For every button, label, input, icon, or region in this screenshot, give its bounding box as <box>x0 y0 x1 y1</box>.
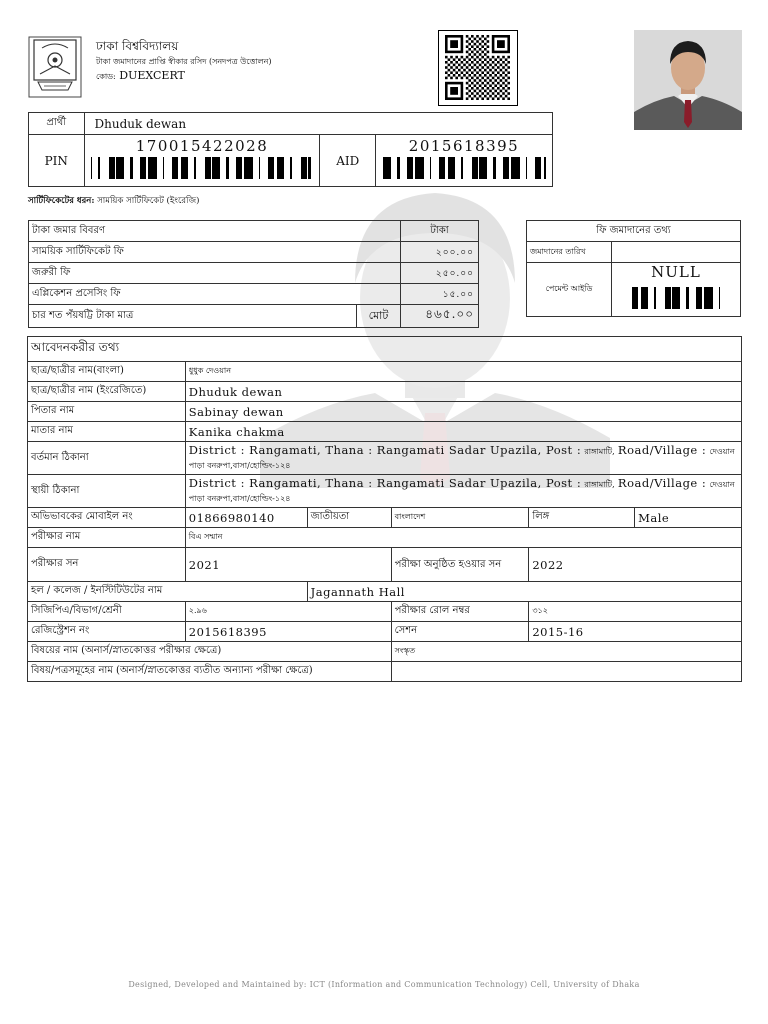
name-en-value: Dhuduk dewan <box>185 382 741 402</box>
row-label: বিষয়/পত্রসমূহের নাম (অনার্স/স্নাতকোত্তর ব্যতীত অন্যান্য পরীক্ষা ক্ষেত্রে) <box>28 662 392 682</box>
held-year-value: 2022 <box>529 548 742 582</box>
permanent-address-value <box>185 475 741 508</box>
name-bn-value: ধুধুক দেওয়ান <box>185 362 741 382</box>
row-label: রেজিস্ট্রেশন নং <box>28 622 186 642</box>
code-line <box>96 69 185 84</box>
row-label: পরীক্ষার সন <box>28 548 186 582</box>
row-label: পিতার নাম <box>28 402 186 422</box>
document-header <box>28 32 748 104</box>
exam-year-value: 2021 <box>185 548 391 582</box>
roll-value: ৩১২ <box>529 602 742 622</box>
payment-title: ফি জমাদানের তথ্য <box>527 221 741 242</box>
payment-id-label: পেমেন্ট আইডি <box>527 263 612 317</box>
pin-barcode <box>91 157 311 179</box>
payment-table <box>526 220 741 317</box>
row-label: বর্তমান ঠিকানা <box>28 442 186 475</box>
row-label: অভিভাবকের মোবাইল নং <box>28 508 186 528</box>
row-label: স্থায়ী ঠিকানা <box>28 475 186 508</box>
applicant-section-title: আবেদনকরীর তথ্য <box>28 337 742 362</box>
code-value: DUEXCERT <box>119 69 185 82</box>
row-label: সেশন <box>391 622 529 642</box>
present-address-bn3: পাড়া বনরুপা,বাসা/হোল্ডিং-১২৪ <box>188 461 291 470</box>
fee-header-desc: টাকা জমার বিবরণ <box>29 221 401 242</box>
cgpa-value: ২.৯৬ <box>185 602 391 622</box>
fee-item-label: এপ্লিকেশন প্রসেসিং ফি <box>29 284 401 305</box>
nationality-value: বাংলাদেশ <box>391 508 529 528</box>
code-label: কোড: <box>96 72 116 81</box>
aid-value: 2015618395 <box>408 137 520 155</box>
row-label: পরীক্ষার নাম <box>28 528 186 548</box>
payment-date-value <box>612 242 741 263</box>
permanent-address-mid: Road/Village : <box>617 476 707 491</box>
fee-item-amount: ২৫০.০০ <box>401 263 479 284</box>
reg-value: 2015618395 <box>185 622 391 642</box>
fee-item-label: সাময়িক সার্টিফিকেট ফি <box>29 242 401 263</box>
aid-barcode <box>382 157 546 179</box>
fee-total-label: মোট <box>357 305 401 328</box>
guardian-mobile-value: 01866980140 <box>185 508 307 528</box>
present-address-bn2: দেওয়ান <box>709 447 735 457</box>
pin-cell <box>84 135 320 187</box>
university-logo-icon <box>28 36 82 98</box>
row-label: বিষয়ের নাম (অনার্স/স্নাতকোত্তর পরীক্ষার ক্ষেত্রে) <box>28 642 392 662</box>
present-address-value <box>185 442 741 475</box>
fee-header-amount: টাকা <box>401 221 479 242</box>
row-label: সিজিপিএ/বিভাগ/শ্রেনী <box>28 602 186 622</box>
aid-label: AID <box>320 135 376 187</box>
applicant-photo <box>634 30 742 130</box>
footer-credit: Designed, Developed and Maintained by: ICT (Information and Communication Technology) Cell, University of Dhaka <box>128 980 640 989</box>
present-address-mid: Road/Village : <box>617 443 707 458</box>
certificate-type-value: সাময়িক সার্টিফিকেট (ইংরেজি) <box>97 196 200 206</box>
fee-item-label: জরুরী ফি <box>29 263 401 284</box>
pin-label: PIN <box>29 135 85 187</box>
papers-value <box>391 662 741 682</box>
mother-name-value: Kanika chakma <box>185 422 741 442</box>
exam-name-value: বিএ সম্মান <box>185 528 741 548</box>
payment-id-cell <box>612 263 741 317</box>
hall-value: Jagannath Hall <box>307 582 741 602</box>
row-label: ছাত্র/ছাত্রীর নাম(বাংলা) <box>28 362 186 382</box>
qr-code-icon <box>438 30 518 106</box>
row-label: জাতীয়তা <box>307 508 391 528</box>
university-name: ঢাকা বিশ্ববিদ্যালয় <box>96 39 179 53</box>
fee-in-words: চার শত পঁয়ষট্টি টাকা মাত্র <box>29 305 357 328</box>
aid-cell <box>376 135 553 187</box>
subject-value: সংস্কৃত <box>391 642 741 662</box>
applicant-info-table <box>27 336 742 682</box>
row-label: ছাত্র/ছাত্রীর নাম (ইংরেজিতে) <box>28 382 186 402</box>
row-label: পরীক্ষা অনুষ্ঠিত হওয়ার সন <box>391 548 529 582</box>
permanent-address-bn2: দেওয়ান <box>709 480 735 490</box>
row-label: মাতার নাম <box>28 422 186 442</box>
certificate-type-label: সার্টিফিকেটের ধরন: <box>28 196 95 206</box>
fee-total: ৪৬৫.০০ <box>401 305 479 328</box>
permanent-address-bn3: পাড়া বনরুপা,বাসা/হোল্ডিং-১২৪ <box>188 494 291 503</box>
receipt-title: টাকা জমাদানের প্রাপ্তি স্বীকার রসিদ (সনদপত্র উত্তোলন) <box>96 57 272 66</box>
pin-value: 170015422028 <box>135 137 269 155</box>
applicant-label: প্রার্থী <box>29 113 85 135</box>
father-name-value: Sabinay dewan <box>185 402 741 422</box>
certificate-type-line <box>28 194 199 208</box>
row-label: হল / কলেজ / ইনস্টিটিউটের নাম <box>28 582 308 602</box>
fee-item-amount: ২০০.০০ <box>401 242 479 263</box>
fee-item-amount: ১৫.০০ <box>401 284 479 305</box>
row-label: লিঙ্গ <box>529 508 635 528</box>
permanent-address-bn1: রাঙ্গামাটি, <box>584 480 615 490</box>
gender-value: Male <box>635 508 742 528</box>
payment-date-label: জমাদানের তারিখ <box>527 242 612 263</box>
row-label: পরীক্ষার রোল নম্বর <box>391 602 529 622</box>
present-address-bn1: রাঙ্গামাটি, <box>584 447 615 457</box>
payment-id-barcode <box>626 287 726 309</box>
fee-table <box>28 220 479 328</box>
present-address-en: District : Rangamati, Thana : Rangamati Sadar Upazila, Post : <box>188 443 582 458</box>
payment-id-value: NULL <box>651 263 701 281</box>
candidate-id-table <box>28 112 553 187</box>
session-value: 2015-16 <box>529 622 742 642</box>
permanent-address-en: District : Rangamati, Thana : Rangamati Sadar Upazila, Post : <box>188 476 582 491</box>
applicant-name: Dhuduk dewan <box>84 113 552 135</box>
